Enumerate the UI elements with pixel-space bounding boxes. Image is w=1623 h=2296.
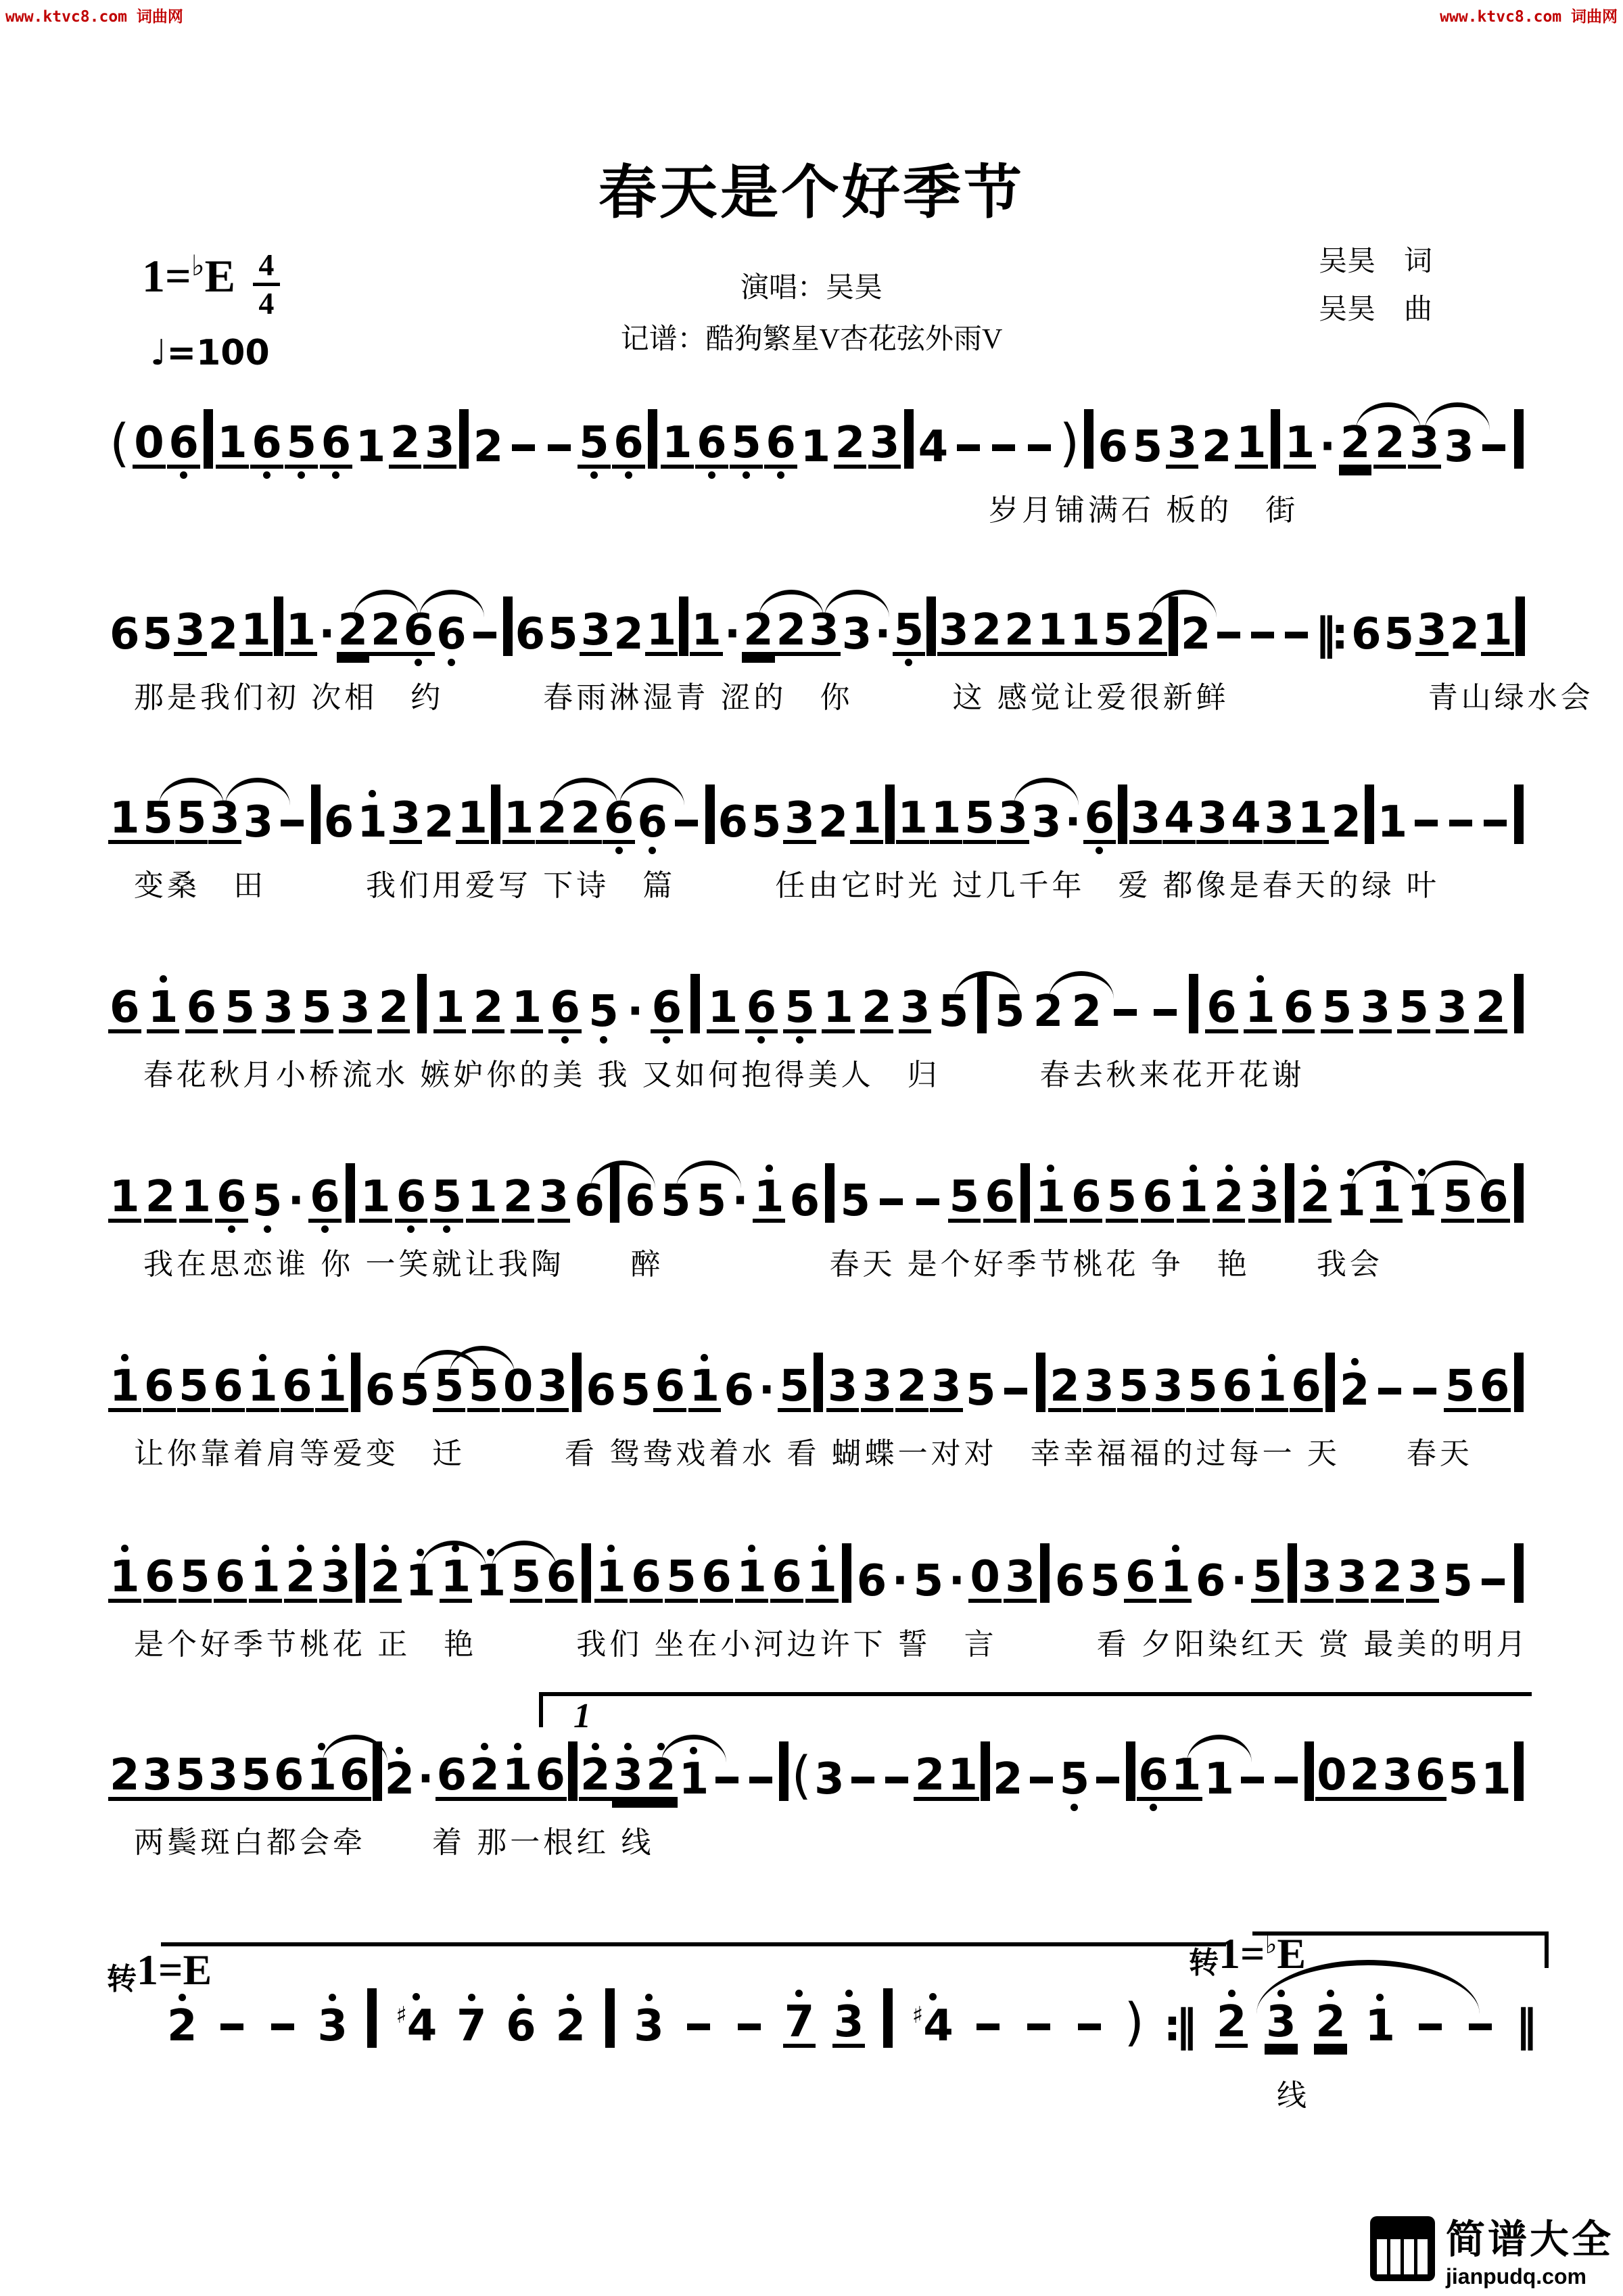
- lyricist-credit: 吴昊 词: [1319, 246, 1433, 277]
- music-line: 1 6 5 6 1 6 1 6 5 5 5 0 3 6 5 6 1 6 · 5 3 3 2 3 5 2 3 5 3 5 6 1 6 2 5 6: [108, 1339, 1525, 1426]
- singer-credit: 演唱：吴昊: [740, 273, 883, 304]
- music-line: ( 0 6 1 6 5 6 1 2 3 2 5 6 1 6 5 6 1 2 3 4 ) 6 5 3 2 1 1 · 2 2 3 3: [108, 396, 1525, 482]
- modulation-label-1: 转 1=E: [107, 1946, 212, 1996]
- logo-title: 简谱大全: [1445, 2218, 1614, 2262]
- key-prefix: 1=: [142, 250, 191, 302]
- lyric-line: 岁月铺满石 板的 街: [989, 494, 1299, 527]
- composer-credit: 吴昊 曲: [1319, 294, 1433, 326]
- transcriber-credit: 记谱：酷狗繁星V杏花弦外雨V: [620, 324, 1003, 355]
- writer-credits: [1319, 238, 1432, 335]
- watermark-top-right: www.ktvc8.com 词曲网: [1440, 8, 1618, 26]
- lyric-line: 是个好季节桃花 正 艳 我们 坐在小河边许下 誓 言 看 夕阳染红天 赏 最美的明月: [134, 1628, 1530, 1661]
- music-line: 2 3 ♯4 7 6 2 3 7 3 ♯4 ) :‖ 2 3 2 1 ‖: [166, 1975, 1538, 2061]
- flat-icon: ♭: [191, 249, 205, 282]
- music-line: 1 2 1 6 5 · 6 1 6 5 1 2 3 6 6 5 5 · 1 6 5 5 6 1 6 5 6 1 2 3 2 1 1 1 5 6: [108, 1150, 1525, 1236]
- lyric-line: 让你靠着肩等爱变 迁 看 鸳鸯戏着水 看 蝴蝶一对对 幸幸福福的过每一 天 春天: [134, 1437, 1473, 1470]
- lyric-line: 两鬓斑白都会牵 着 那一根红 线: [134, 1826, 655, 1859]
- logo-domain: jianpudq.com: [1445, 2264, 1586, 2289]
- music-line: 6 1 6 5 3 5 3 2 1 2 1 6 5 · 6 1 6 5 1 2 3 5 5 2 2 6 1 6 5 3 5 3 2: [108, 960, 1525, 1047]
- lyric-line: 那是我们初 次相 约 春雨淋湿青 涩的 你 这 感觉让爱很新鲜 青山绿水会: [134, 681, 1594, 714]
- flat-icon: ♭: [1265, 1929, 1277, 1959]
- lyric-line: 变桑 田 我们用爱写 下诗 篇 任由它时光 过几千年 爱 都像是春天的绿 叶: [134, 869, 1440, 902]
- lyric-line: 我在思恋谁 你 一笑就让我陶 醉 春天 是个好季节桃花 争 艳 我会: [143, 1248, 1383, 1281]
- key-note: E: [204, 250, 235, 302]
- volta-number: 1: [573, 1697, 591, 1735]
- lyric-line: 春花秋月小桥流水 嫉妒你的美 我 又如何抱得美人 归 春去秋来花开花谢: [143, 1058, 1305, 1092]
- modulation-label-2: 转 1=♭E: [1189, 1929, 1307, 1979]
- tempo-marking: ♩=100: [150, 333, 270, 373]
- music-line: 2 3 5 3 5 6 1 6 2 · 6 2 1 6 2 3 2 1 ( 3 2 1 2 5 6 1 1 0 2 3 6 5 1: [108, 1728, 1525, 1814]
- music-line: 1 5 5 3 3 6 1 3 2 1 1 2 2 6 6 6 5 3 2 1 1 1 5 3 3 · 6 3 4 3 4 3 1 2 1: [108, 771, 1525, 858]
- meter-top: 4: [258, 248, 275, 282]
- lyric-line: 线: [1277, 2079, 1310, 2112]
- volta-bracket-1: [539, 1692, 1532, 1727]
- song-title: 春天是个好季节: [598, 160, 1025, 225]
- piano-icon: [1370, 2216, 1435, 2281]
- meter-bottom: 4: [258, 286, 275, 321]
- site-logo: [1370, 2207, 1614, 2289]
- watermark-top-left: www.ktvc8.com 词曲网: [5, 8, 183, 26]
- music-line: 1 6 5 6 1 2 3 2 1 1 1 5 6 1 6 5 6 1 6 1 6 · 5 · 0 3 6 5 6 1 6 · 5 3 3 2 3 5: [108, 1530, 1525, 1616]
- music-line: 6 5 3 2 1 1 · 2 2 6 6 6 5 3 2 1 1 · 2 2 3 3 · 5 3 2 2 1 1 5 2 2 ‖: 6 5 3 2 1: [108, 583, 1525, 670]
- volta-bracket-continuation: [161, 1942, 1226, 1946]
